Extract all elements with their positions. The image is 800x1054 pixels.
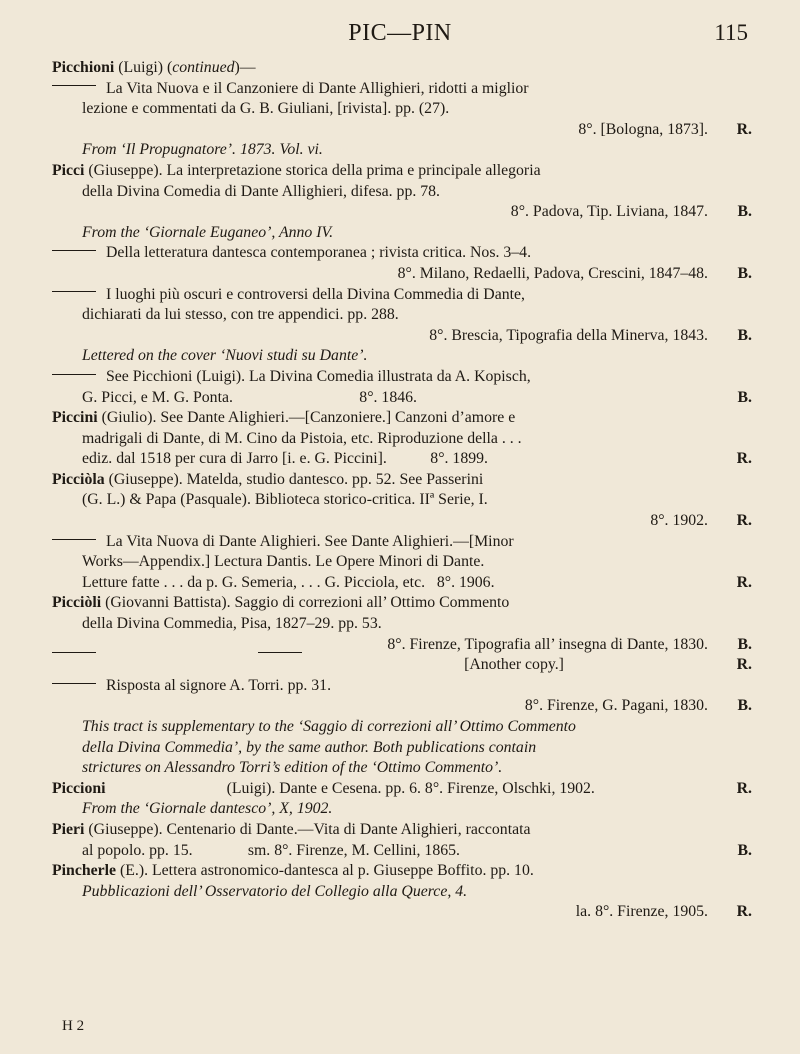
ditto-rule xyxy=(52,291,96,292)
entry-text: della Divina Comedia di Dante Allighieri, difesa. pp. 78. xyxy=(82,182,440,200)
entry-line xyxy=(52,202,752,223)
entry-text: dichiarati da lui stesso, con tre appendici. pp. 288. xyxy=(82,306,399,324)
entry-text: (E.). Lettera astronomico-dantesca al p. Giuseppe Boffito. pp. 10. xyxy=(116,862,534,880)
author-name: Pieri xyxy=(52,820,85,838)
library-mark: B. xyxy=(737,841,752,859)
note-text: This tract is supplementary to the ‘Saggio di correzioni all’ Ottimo Commento xyxy=(82,718,576,735)
entry-line xyxy=(52,676,752,697)
entry-text: lezione e commentati da G. B. Giuliani, [rivista]. pp. (27). xyxy=(82,100,450,118)
entry-line xyxy=(52,346,752,367)
imprint-text: 8°. 1902. xyxy=(650,512,708,530)
entry-line xyxy=(52,470,752,491)
entry-text: (Giovanni Battista). Saggio di correzioni all’ Ottimo Commento xyxy=(101,594,510,612)
entry-text: [Another copy.] xyxy=(464,656,564,674)
entry-line xyxy=(52,161,752,182)
entry-text: La Vita Nuova e il Canzoniere di Dante Allighieri, ridotti a miglior xyxy=(106,79,529,97)
entry-line xyxy=(52,655,752,676)
entry-text: (Giuseppe). La interpretazione storica della prima e principale allegoria xyxy=(84,161,541,179)
note-text: strictures on Alessandro Torri’s edition of the ‘Ottimo Commento’. xyxy=(82,759,503,777)
entry-text: ediz. dal 1518 per cura di Jarro [i. e. G. Piccini]. 8°. 1899. xyxy=(82,450,488,468)
entry-line xyxy=(52,552,752,573)
running-head-title: PIC—PIN xyxy=(348,20,452,46)
bibliography-entries xyxy=(52,58,752,923)
author-name: Piccioni xyxy=(52,779,106,797)
library-mark: R. xyxy=(736,656,752,674)
entry-text: I luoghi più oscuri e controversi della Divina Commedia di Dante, xyxy=(106,285,525,303)
author-name: Pincherle xyxy=(52,862,117,880)
entry-line xyxy=(52,140,752,161)
entry-line xyxy=(52,820,752,841)
entry-text: La Vita Nuova di Dante Alighieri. See Dante Alighieri.—[Minor xyxy=(106,532,514,550)
imprint-text: 8°. [Bologna, 1873]. xyxy=(578,120,708,138)
note-text: From the ‘Giornale dantesco’, X, 1902. xyxy=(82,800,333,818)
entry-text: G. Picci, e M. G. Ponta. 8°. 1846. xyxy=(82,388,417,406)
imprint-text: 8°. Milano, Redaelli, Padova, Crescini, 1847–48. xyxy=(397,264,708,282)
entry-line xyxy=(52,305,752,326)
entry-text: (Giuseppe). Matelda, studio dantesco. pp. 52. See Passerini xyxy=(104,470,484,488)
entry-line xyxy=(52,182,752,203)
entry-text: (Giuseppe). Centenario di Dante.—Vita di Dante Alighieri, raccontata xyxy=(84,820,531,838)
entry-line xyxy=(52,902,752,923)
note-text: From ‘Il Propugnatore’. 1873. Vol. vi. xyxy=(82,141,323,159)
library-mark: R. xyxy=(736,779,752,797)
note-text: della Divina Commedia’, by the same author. Both publications contain xyxy=(82,738,537,756)
entry-line xyxy=(52,799,752,820)
author-name: Picciòli xyxy=(52,594,102,612)
ditto-rule xyxy=(52,683,96,684)
entry-line xyxy=(52,79,752,100)
entry-line xyxy=(52,882,752,903)
entry-line xyxy=(52,635,752,656)
author-name: Piccini xyxy=(52,409,98,427)
entry-line xyxy=(52,779,752,800)
entry-line xyxy=(52,532,752,553)
entry-text: Letture fatte . . . da p. G. Semeria, . . . G. Picciola, etc. 8°. 1906. xyxy=(82,573,495,591)
library-mark: R. xyxy=(736,903,752,921)
ditto-rule xyxy=(258,652,302,653)
entry-line xyxy=(52,285,752,306)
author-name: Picci xyxy=(52,161,85,179)
running-head xyxy=(0,20,800,56)
imprint-text: 8°. Brescia, Tipografia della Minerva, 1843. xyxy=(429,326,708,344)
entry-line xyxy=(52,573,752,594)
entry-line xyxy=(52,841,752,862)
library-mark: R. xyxy=(736,450,752,468)
imprint-text: la. 8°. Firenze, 1905. xyxy=(575,903,708,921)
note-text: Lettered on the cover ‘Nuovi studi su Dante’. xyxy=(82,347,368,365)
entry-text: Risposta al signore A. Torri. pp. 31. xyxy=(106,676,332,694)
entry-line xyxy=(52,58,752,79)
imprint-text: 8°. Firenze, G. Pagani, 1830. xyxy=(524,697,708,715)
imprint-text: 8°. Firenze, Tipografia all’ insegna di Dante, 1830. xyxy=(387,635,708,653)
entry-text: al popolo. pp. 15. sm. 8°. Firenze, M. Cellini, 1865. xyxy=(82,841,460,859)
entry-line xyxy=(52,367,752,388)
entry-line xyxy=(52,120,752,141)
entry-text: (Luigi). Dante e Cesena. pp. 6. 8°. Firenze, Olschki, 1902. xyxy=(226,779,595,797)
page-number: 115 xyxy=(714,20,748,45)
entry-line xyxy=(52,429,752,450)
entry-line xyxy=(52,738,752,759)
entry-line xyxy=(52,99,752,120)
note-text: From the ‘Giornale Euganeo’, Anno IV. xyxy=(82,223,334,241)
library-mark: B. xyxy=(737,635,752,653)
entry-line xyxy=(52,408,752,429)
entry-italic: continued xyxy=(172,59,235,76)
library-mark: R. xyxy=(736,512,752,530)
entry-text: (Giulio). See Dante Alighieri.—[Canzoniere.] Canzoni d’amore e xyxy=(97,409,516,427)
entry-line xyxy=(52,449,752,470)
library-mark: B. xyxy=(737,697,752,715)
entry-text: (G. L.) & Papa (Pasquale). Biblioteca storico-critica. IIª Serie, I. xyxy=(82,491,488,509)
note-text: Pubblicazioni dell’ Osservatorio del Collegio alla Querce, 4. xyxy=(82,882,468,900)
ditto-rule xyxy=(52,250,96,251)
entry-line xyxy=(52,388,752,409)
entry-line xyxy=(52,614,752,635)
entry-line xyxy=(52,696,752,717)
entry-line xyxy=(52,861,752,882)
library-mark: B. xyxy=(737,203,752,221)
entry-line xyxy=(52,490,752,511)
entry-text: )— xyxy=(234,59,256,76)
author-name: Picchioni xyxy=(52,59,115,76)
library-mark: R. xyxy=(736,120,752,138)
author-name: Picciòla xyxy=(52,470,105,488)
signature-mark: H 2 xyxy=(62,1018,85,1034)
library-mark: B. xyxy=(737,264,752,282)
library-mark: B. xyxy=(737,388,752,406)
entry-line xyxy=(52,243,752,264)
ditto-rule xyxy=(52,374,96,375)
imprint-text: 8°. Padova, Tip. Liviana, 1847. xyxy=(510,203,708,221)
library-mark: R. xyxy=(736,573,752,591)
ditto-rule xyxy=(52,539,96,540)
library-mark: B. xyxy=(737,326,752,344)
entry-line xyxy=(52,326,752,347)
entry-line xyxy=(52,717,752,738)
entry-text: (Luigi) ( xyxy=(114,59,173,76)
entry-line xyxy=(52,264,752,285)
entry-line xyxy=(52,223,752,244)
entry-text: Works—Appendix.] Lectura Dantis. Le Opere Minori di Dante. xyxy=(82,553,485,571)
entry-line xyxy=(52,511,752,532)
ditto-rule xyxy=(52,85,96,86)
entry-text: madrigali di Dante, di M. Cino da Pistoia, etc. Riproduzione della . . . xyxy=(82,429,522,447)
ditto-rule xyxy=(52,652,96,653)
entry-line xyxy=(52,593,752,614)
entry-text: Della letteratura dantesca contemporanea ; rivista critica. Nos. 3–4. xyxy=(106,244,532,262)
entry-text: See Picchioni (Luigi). La Divina Comedia illustrata da A. Kopisch, xyxy=(106,367,531,385)
entry-line xyxy=(52,758,752,779)
entry-text: della Divina Commedia, Pisa, 1827–29. pp. 53. xyxy=(82,615,382,633)
